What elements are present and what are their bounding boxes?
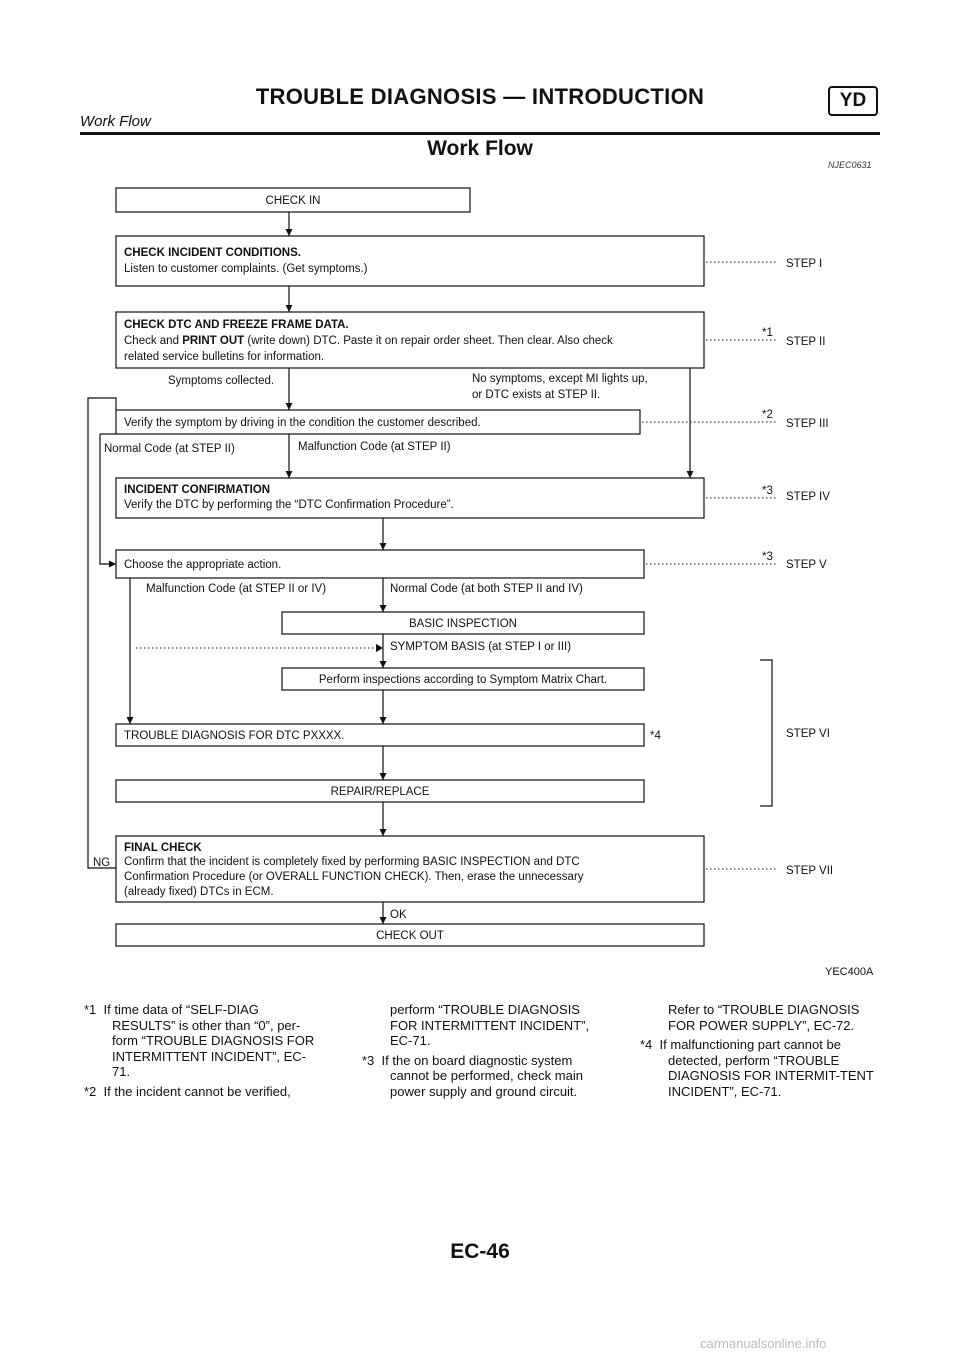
verify-label: Verify the symptom by driving in the condition the customer described. xyxy=(124,417,481,429)
check-in-label: CHECK IN xyxy=(265,195,321,207)
incident-text: Listen to customer complaints. (Get symptoms.) xyxy=(124,263,368,275)
footnote-3-continued: Refer to “TROUBLE DIAGNOSIS FOR POWER SUPPLY”, EC-72. xyxy=(668,1002,860,1033)
symptoms-collected-label: Symptoms collected. xyxy=(168,375,275,387)
footnote-4: *4 If malfunctioning part cannot be detected, perform “TROUBLE DIAGNOSIS FOR INTERMIT-TENT INCIDENT”, EC-71. xyxy=(640,1037,874,1099)
dtc-line2: related service bulletins for information. xyxy=(124,351,325,363)
footnote-2-continued: perform “TROUBLE DIAGNOSIS FOR INTERMITTENT INCIDENT”, EC-71. xyxy=(390,1002,590,1048)
note-3-mark: *3 xyxy=(762,485,773,497)
note-2-mark: *2 xyxy=(762,409,773,421)
trouble-dtc-label: TROUBLE DIAGNOSIS FOR DTC PXXXX. xyxy=(124,730,345,742)
malfunction-code-step2-label: Malfunction Code (at STEP II) xyxy=(298,441,451,453)
section-code: NJEC0631 xyxy=(828,160,872,170)
footnotes-col-2 xyxy=(362,1002,602,1103)
no-symptoms-label-1: No symptoms, except MI lights up, xyxy=(472,373,648,385)
dtc-title: CHECK DTC AND FREEZE FRAME DATA. xyxy=(124,319,349,331)
note-1-mark: *1 xyxy=(762,327,773,339)
footnotes-col-3 xyxy=(640,1002,880,1103)
perform-inspections-label: Perform inspections according to Symptom Matrix Chart. xyxy=(318,674,608,686)
choose-label: Choose the appropriate action. xyxy=(124,559,282,571)
footnote-2: *2 If the incident cannot be verified, xyxy=(84,1083,291,1099)
ng-label: NG xyxy=(93,857,111,869)
confirm-text: Verify the DTC by performing the “DTC Confirmation Procedure”. xyxy=(124,499,454,511)
note-3b-mark: *3 xyxy=(762,551,773,563)
figure-code: YEC400A xyxy=(825,966,874,978)
repair-replace-label: REPAIR/REPLACE xyxy=(330,786,430,798)
incident-title: CHECK INCIDENT CONDITIONS. xyxy=(124,247,301,259)
final-line3: (already fixed) DTCs in ECM. xyxy=(124,886,274,898)
confirm-title: INCIDENT CONFIRMATION xyxy=(124,484,271,496)
footnote-3: *3 If the on board diagnostic system cannot be performed, check main power supply and ground circuit. xyxy=(362,1052,583,1099)
normal-code-step2-label: Normal Code (at STEP II) xyxy=(104,443,235,455)
page-number: EC-46 xyxy=(450,1240,510,1263)
malfunction-code-2-4-label: Malfunction Code (at STEP II or IV) xyxy=(146,583,327,595)
step-7-label: STEP VII xyxy=(786,865,834,877)
basic-inspection-label: BASIC INSPECTION xyxy=(409,618,517,630)
note-4-mark: *4 xyxy=(650,730,661,742)
ok-label: OK xyxy=(390,909,407,921)
page-header-subtitle: Work Flow xyxy=(80,113,151,130)
step-4-label: STEP IV xyxy=(786,491,830,503)
footnote-1: *1 If time data of “SELF-DIAG RESULTS” is other than “0”, per-form “TROUBLE DIAGNOSIS FOR INTERMITTENT INCIDENT”, EC-71. xyxy=(84,1002,315,1079)
section-title: Work Flow xyxy=(427,137,533,160)
symptom-basis-label: SYMPTOM BASIS (at STEP I or III) xyxy=(390,641,572,653)
final-line1: Confirm that the incident is completely fixed by performing BASIC INSPECTION and DTC xyxy=(124,856,580,868)
step-2-label: STEP II xyxy=(786,336,826,348)
step-6-label: STEP VI xyxy=(786,728,830,740)
footnotes-col-1 xyxy=(84,1002,324,1103)
step-1-label: STEP I xyxy=(786,258,823,270)
engine-badge: YD xyxy=(828,86,878,116)
symptom-basis-arrowhead xyxy=(376,644,383,652)
step-3-label: STEP III xyxy=(786,418,829,430)
normal-code-both-label: Normal Code (at both STEP II and IV) xyxy=(390,583,583,595)
page-header-title: TROUBLE DIAGNOSIS — INTRODUCTION xyxy=(255,84,705,109)
step-5-label: STEP V xyxy=(786,559,827,571)
watermark: carmanualsonline.info xyxy=(700,1336,827,1351)
box-check-incident xyxy=(116,236,704,286)
final-title: FINAL CHECK xyxy=(124,842,202,854)
final-line2: Confirmation Procedure (or OVERALL FUNCTION CHECK). Then, erase the unnecessary xyxy=(124,871,584,883)
dtc-line1: Check and PRINT OUT (write down) DTC. Paste it on repair order sheet. Then clear. Also check xyxy=(124,335,613,347)
no-symptoms-label-2: or DTC exists at STEP II. xyxy=(472,389,601,401)
check-out-label: CHECK OUT xyxy=(376,930,444,942)
